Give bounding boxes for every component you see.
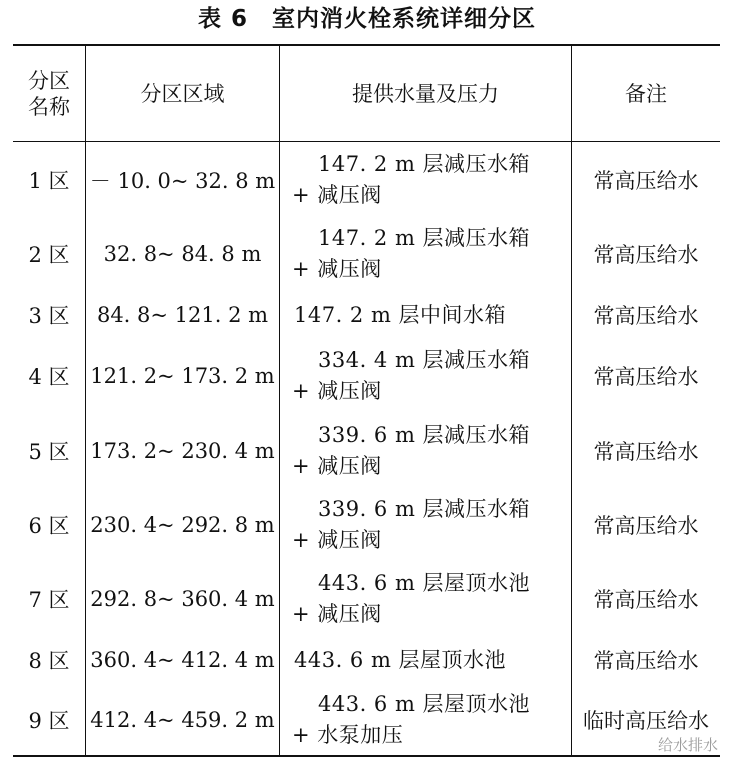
supply-cell (288, 149, 569, 211)
zone-range-cell: － 10. 0~ 32. 8 m (89, 169, 276, 193)
supply-cell (288, 568, 569, 630)
table-header-rule (13, 141, 720, 142)
zone-name-cell: 6 区 (28, 514, 70, 538)
supply-line: 339. 6 m 层减压水箱 (318, 497, 531, 521)
supply-line: + 减压阀 (292, 183, 382, 207)
header-remark: 备注 (625, 81, 667, 106)
supply-line: 443. 6 m 层屋顶水池 (318, 692, 531, 716)
zone-name-cell: 5 区 (28, 439, 70, 464)
supply-cell (288, 420, 569, 482)
zone-name-cell: 4 区 (28, 365, 70, 389)
zone-name-cell: 8 区 (28, 649, 70, 673)
zone-range-cell: 360. 4~ 412. 4 m (90, 648, 275, 672)
supply-line: + 减压阀 (292, 257, 382, 281)
supply-line: + 减压阀 (292, 602, 382, 626)
zone-range-cell: 84. 8~ 121. 2 m (96, 303, 269, 327)
zone-name-cell: 1 区 (28, 169, 70, 193)
header-zone-range: 分区区域 (140, 81, 225, 106)
header-zone-name-line2: 名称 (28, 94, 70, 119)
watermark: 给水排水 (657, 736, 718, 754)
supply-line: + 水泵加压 (292, 723, 404, 747)
table-bottom-rule (13, 755, 720, 757)
header-zone-name-line1: 分区 (28, 68, 70, 93)
remark-cell: 常高压给水 (593, 649, 699, 673)
header-zone-name (13, 46, 85, 141)
supply-cell: 443. 6 m 层屋顶水池 (294, 647, 507, 672)
remark-cell: 常高压给水 (593, 365, 699, 389)
supply-cell (288, 223, 569, 285)
supply-line: 339. 6 m 层减压水箱 (318, 423, 531, 447)
column-divider (279, 46, 280, 755)
supply-line: 334. 4 m 层减压水箱 (318, 348, 531, 372)
remark-cell: 常高压给水 (593, 169, 699, 193)
supply-line: 147. 2 m 层减压水箱 (318, 152, 531, 176)
header-supply: 提供水量及压力 (352, 81, 499, 106)
remark-cell: 常高压给水 (593, 588, 699, 612)
supply-line: 147. 2 m 层减压水箱 (318, 226, 531, 250)
supply-cell: 147. 2 m 层中间水箱 (294, 302, 507, 327)
zone-name-cell: 2 区 (28, 243, 70, 267)
zone-range-cell: 292. 8~ 360. 4 m (90, 587, 275, 611)
supply-line: + 减压阀 (292, 454, 382, 478)
zone-name-cell: 9 区 (28, 708, 70, 733)
zone-range-cell: 121. 2~ 173. 2 m (90, 364, 275, 388)
supply-line: + 减压阀 (292, 379, 382, 403)
supply-cell (288, 345, 569, 407)
remark-cell: 常高压给水 (593, 439, 699, 464)
zone-range-cell: 32. 8~ 84. 8 m (103, 242, 262, 266)
zone-name-cell: 3 区 (28, 304, 70, 328)
remark-cell: 常高压给水 (593, 514, 699, 538)
remark-cell: 常高压给水 (593, 243, 699, 267)
zone-range-cell: 412. 4~ 459. 2 m (90, 707, 275, 732)
zone-name-cell: 7 区 (28, 588, 70, 612)
remark-cell: 临时高压给水 (583, 708, 709, 733)
zone-range-cell: 173. 2~ 230. 4 m (90, 438, 275, 463)
zone-range-cell: 230. 4~ 292. 8 m (90, 513, 275, 537)
supply-cell (288, 689, 569, 751)
table-title: 表 6 室内消火栓系统详细分区 (197, 6, 536, 32)
remark-cell: 常高压给水 (593, 304, 699, 328)
supply-line: + 减压阀 (292, 528, 382, 552)
supply-cell (288, 494, 569, 556)
supply-line: 443. 6 m 层屋顶水池 (318, 571, 531, 595)
